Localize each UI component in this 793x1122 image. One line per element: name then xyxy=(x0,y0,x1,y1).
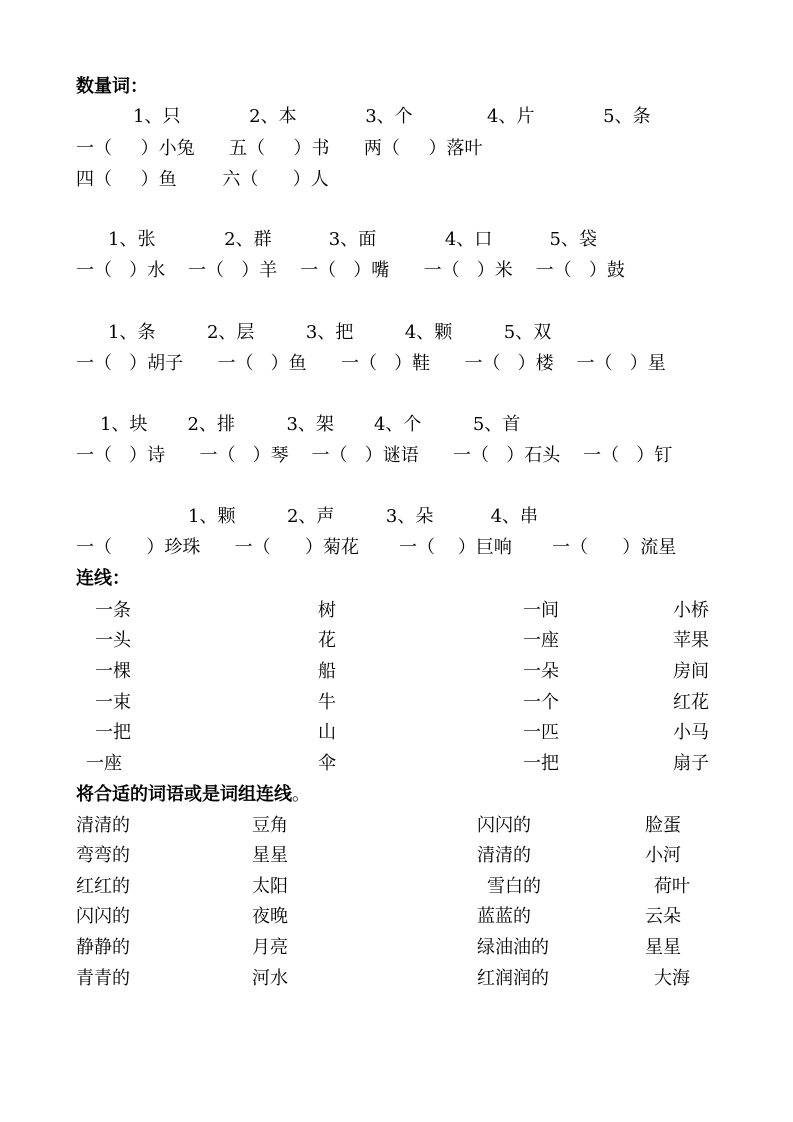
match-item: 树 xyxy=(318,600,336,621)
match-item: 蓝蓝的 xyxy=(477,906,531,927)
exercise-row: 四（ ）鱼 六（ ）人 xyxy=(76,169,329,190)
match-item: 河水 xyxy=(252,968,288,989)
match-item: 一个 xyxy=(523,692,559,713)
match-item: 豆角 xyxy=(252,815,288,836)
quantifier-options: 1、张 2、群 3、面 4、口 5、袋 xyxy=(108,229,598,250)
match-item: 小桥 xyxy=(673,600,709,621)
match-item: 一头 xyxy=(95,630,131,651)
match-item: 红润润的 xyxy=(477,968,549,989)
match-item: 雪白的 xyxy=(487,876,541,897)
match-item: 一把 xyxy=(95,722,131,743)
match-item: 闪闪的 xyxy=(76,906,130,927)
section-title-quantifiers: 数量词： xyxy=(76,76,148,97)
match-item: 苹果 xyxy=(673,630,709,651)
match-item: 清清的 xyxy=(76,815,130,836)
match-item: 一朵 xyxy=(523,661,559,682)
match-item: 清清的 xyxy=(477,845,531,866)
match-item: 小马 xyxy=(673,722,709,743)
match-item: 弯弯的 xyxy=(76,845,130,866)
match-item: 船 xyxy=(318,661,336,682)
match-item: 伞 xyxy=(318,753,336,774)
match-item: 一把 xyxy=(523,753,559,774)
match-item: 一座 xyxy=(86,753,122,774)
quantifier-options: 1、颗 2、声 3、朵 4、串 xyxy=(188,506,539,527)
quantifier-options: 1、块 2、排 3、架 4、个 5、首 xyxy=(100,414,521,435)
section-title-matching: 连线： xyxy=(76,568,130,589)
match-item: 花 xyxy=(318,630,336,651)
quantifier-options: 1、只 2、本 3、个 4、片 5、条 xyxy=(133,106,651,127)
match-item: 绿油油的 xyxy=(477,937,549,958)
match-item: 夜晚 xyxy=(252,906,288,927)
match-item: 房间 xyxy=(673,661,709,682)
exercise-row: 一（ ）水 一（ ）羊 一（ ）嘴 一（ ）米 一（ ）鼓 xyxy=(76,260,625,281)
section-title-punct: 。 xyxy=(292,784,310,805)
match-item: 太阳 xyxy=(252,876,288,897)
match-item: 山 xyxy=(318,722,336,743)
match-item: 闪闪的 xyxy=(477,815,531,836)
exercise-row: 一（ ）诗 一（ ）琴 一（ ）谜语 一（ ）石头 一（ ）钉 xyxy=(76,445,673,466)
section-title-phrase-matching xyxy=(76,784,310,806)
match-item: 一匹 xyxy=(523,722,559,743)
match-item: 红花 xyxy=(673,692,709,713)
match-item: 红红的 xyxy=(76,876,130,897)
match-item: 云朵 xyxy=(645,906,681,927)
exercise-row: 一（ ）胡子 一（ ）鱼 一（ ）鞋 一（ ）楼 一（ ）星 xyxy=(76,353,666,374)
match-item: 小河 xyxy=(645,845,681,866)
match-item: 大海 xyxy=(654,968,690,989)
exercise-row: 一（ ）小兔 五（ ）书 两（ ）落叶 xyxy=(76,138,483,159)
match-item: 扇子 xyxy=(673,753,709,774)
match-item: 一棵 xyxy=(95,661,131,682)
match-item: 青青的 xyxy=(76,968,130,989)
match-item: 一束 xyxy=(95,692,131,713)
section-title-text: 将合适的词语或是词组连线 xyxy=(76,784,292,805)
match-item: 一座 xyxy=(523,630,559,651)
match-item: 星星 xyxy=(645,937,681,958)
match-item: 一间 xyxy=(523,600,559,621)
match-item: 月亮 xyxy=(252,937,288,958)
match-item: 一条 xyxy=(95,600,131,621)
match-item: 静静的 xyxy=(76,937,130,958)
quantifier-options: 1、条 2、层 3、把 4、颗 5、双 xyxy=(108,322,552,343)
exercise-row: 一（ ）珍珠 一（ ）菊花 一（ ）巨响 一（ ）流星 xyxy=(76,537,677,558)
match-item: 牛 xyxy=(318,692,336,713)
match-item: 脸蛋 xyxy=(645,815,681,836)
match-item: 荷叶 xyxy=(654,876,690,897)
match-item: 星星 xyxy=(252,845,288,866)
